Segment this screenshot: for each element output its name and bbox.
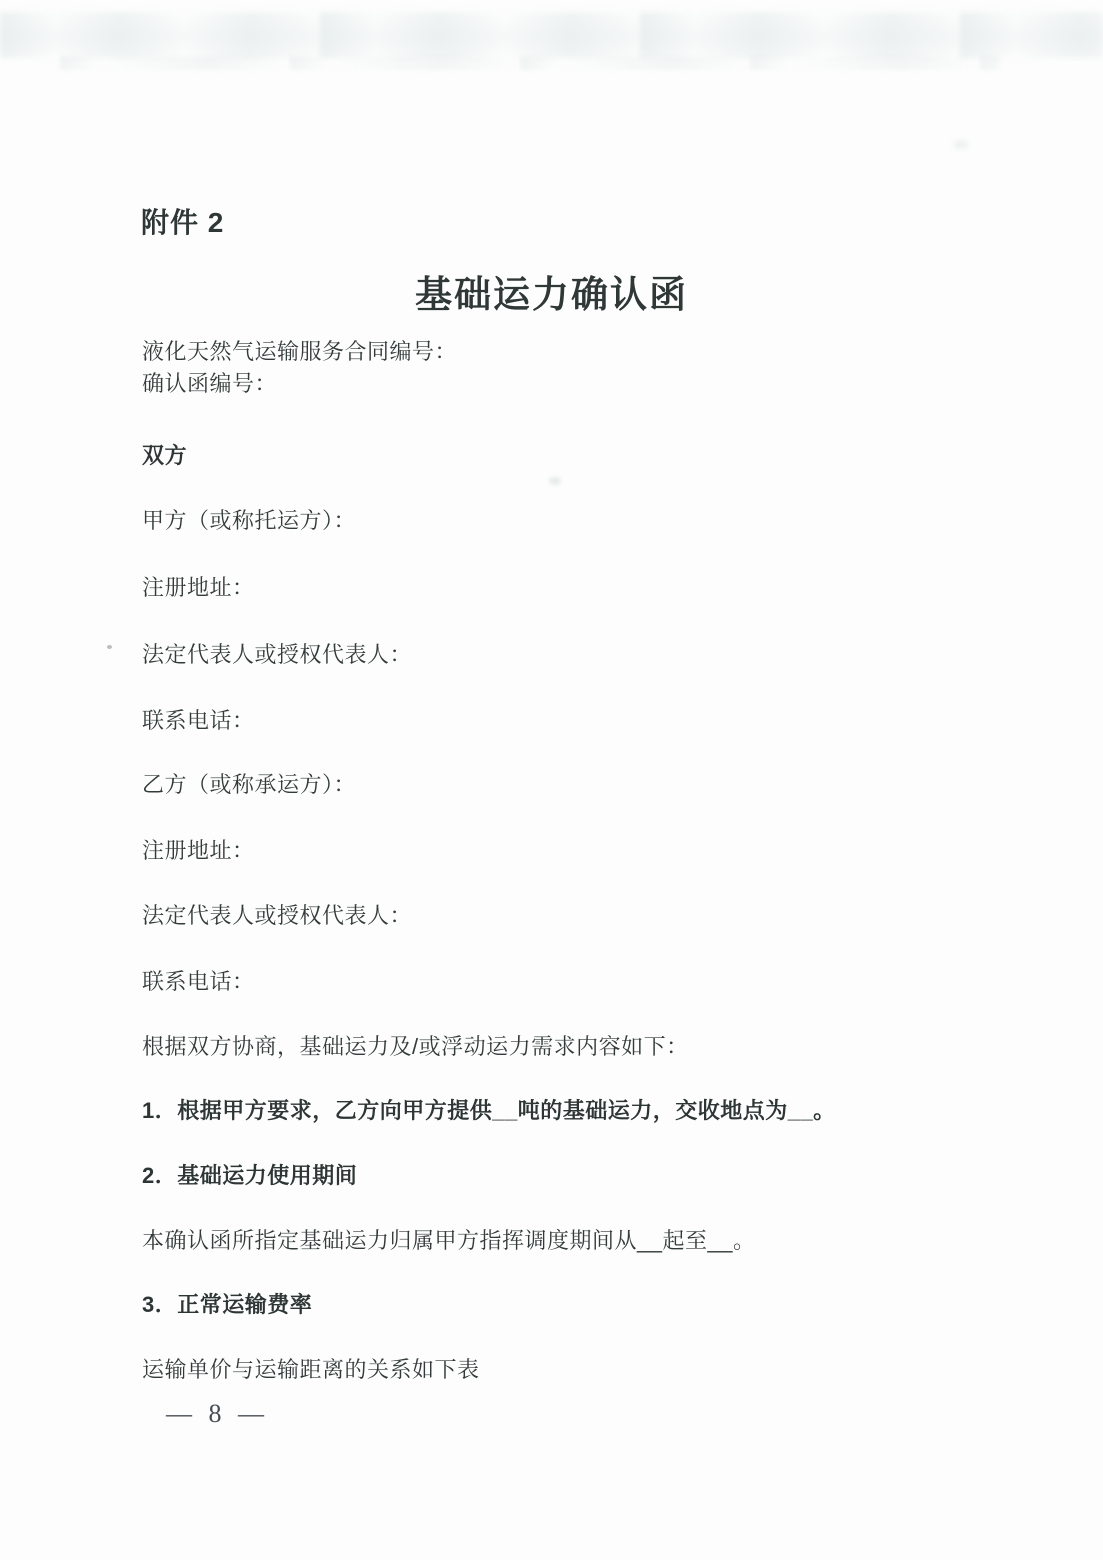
document-title: 基础运力确认函: [415, 275, 688, 316]
party-b-representative-label: 法定代表人或授权代表人：: [142, 903, 413, 928]
scan-artifact-band: [0, 12, 1103, 58]
scan-speck: [953, 140, 969, 149]
agreement-intro: 根据双方协商，基础运力及/或浮动运力需求内容如下：: [142, 1034, 689, 1059]
party-a-representative-label: 法定代表人或授权代表人：: [142, 642, 413, 667]
confirmation-number-label: 确认函编号：: [142, 371, 278, 396]
party-a-phone-label: 联系电话：: [142, 708, 255, 733]
contract-number-label: 液化天然气运输服务合同编号：: [142, 339, 458, 364]
parties-heading: 双方: [142, 443, 188, 468]
clause-2-body: 本确认函所指定基础运力归属甲方指挥调度期间从__起至__。: [142, 1228, 756, 1253]
clause-1-heading: 1．根据甲方要求，乙方向甲方提供__吨的基础运力，交收地点为__。: [142, 1098, 836, 1123]
clause-3-heading: 3．正常运输费率: [142, 1292, 313, 1317]
party-b-address-label: 注册地址：: [142, 838, 255, 863]
page-number: — 8 —: [166, 1399, 269, 1428]
clause-2-heading: 2．基础运力使用期间: [142, 1163, 358, 1188]
scan-artifact-band-tail: [60, 56, 1000, 70]
party-b-phone-label: 联系电话：: [142, 969, 255, 994]
attachment-label: 附件 2: [141, 207, 225, 238]
party-a-name-label: 甲方（或称托运方）：: [142, 508, 357, 533]
scan-speck: [107, 645, 112, 649]
party-a-address-label: 注册地址：: [142, 575, 255, 600]
party-b-name-label: 乙方（或称承运方）：: [142, 772, 357, 797]
clause-3-body: 运输单价与运输距离的关系如下表: [142, 1357, 480, 1382]
scan-speck: [549, 477, 561, 485]
